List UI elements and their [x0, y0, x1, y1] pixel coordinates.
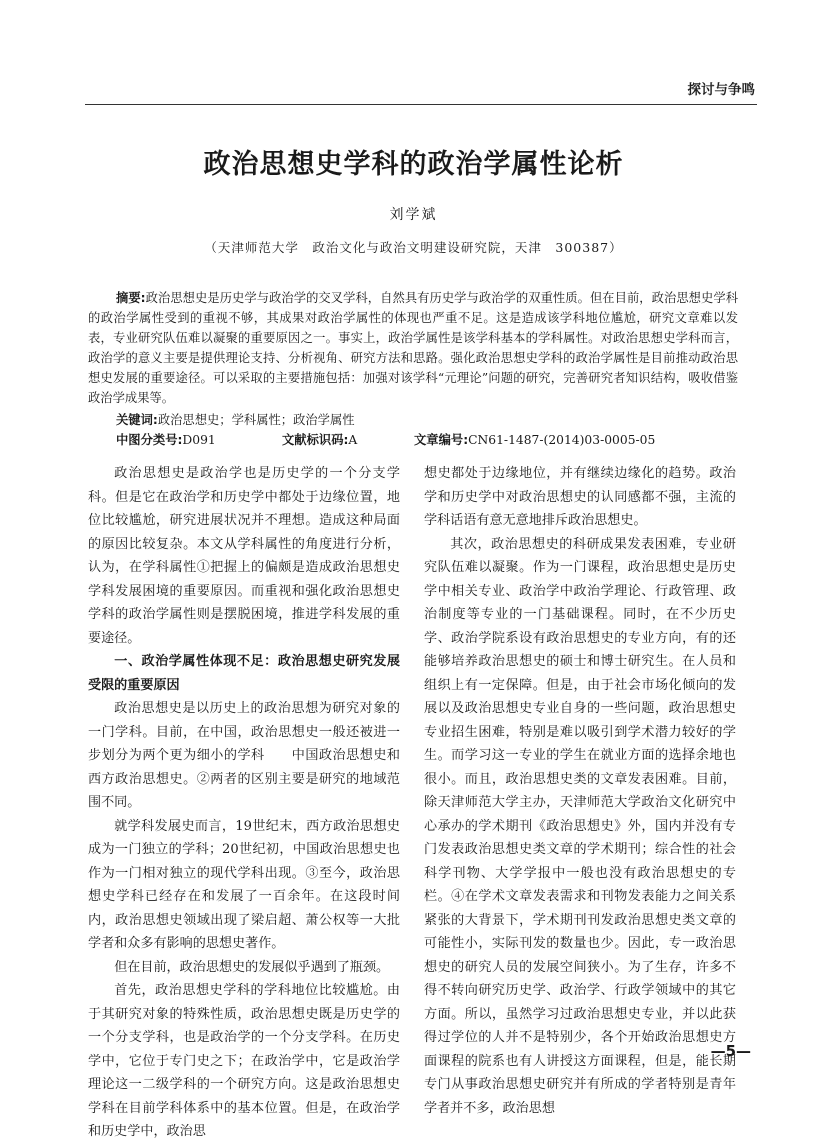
keywords [116, 410, 355, 428]
article-affiliation: （天津师范大学 政治文化与政治文明建设研究院，天津 300387） [204, 240, 623, 255]
abstract [88, 288, 738, 408]
keywords-label: 关键词: [116, 413, 158, 427]
keywords-text: 政治思想史；学科属性；政治学属性 [157, 413, 355, 427]
header-rule [85, 104, 757, 105]
paragraph: 但在目前，政治思想史的发展似乎遇到了瓶颈。 [114, 959, 390, 975]
paragraph: 首先，政治思想史学科的学科地位比较尴尬。由于其研究对象的特殊性质，政治思想史既是历史学的一个分支学科，也是政治学的一个分支学科。在历史学中，它位于专门史之下；在政治学中，它是政治学理论这一二级学科的一个研究方向。这是政治思想史学科在目前学科体系中的基本位置。但是，在政治学和历史学中，政治思 [88, 983, 400, 1139]
body-right-column [424, 462, 736, 1120]
clc-value: D091 [182, 433, 216, 447]
doc-label: 文献标识码: [282, 433, 349, 447]
page-number: —5— [710, 1042, 751, 1060]
paragraph: 政治思想史是政治学也是历史学的一个分支学科。但是它在政治学和历史学中都处于边缘位置，地位比较尴尬，研究进展状况并不理想。造成这种局面的原因比较复杂。本文从学科属性的角度进行分析，认为，在学科属性①把握上的偏颇是造成政治思想史学科发展困境的重要原因。而重视和强化政治思想史学科的政治学属性则是摆脱困境，推进学科发展的重要途径。 [88, 466, 400, 646]
document-code [282, 430, 357, 448]
article-title: 政治思想史学科的政治学属性论析 [203, 149, 624, 180]
article-number [414, 430, 655, 448]
paragraph: 其次，政治思想史的科研成果发表困难，专业研究队伍难以凝聚。作为一门课程，政治思想史是历史学中相关专业、政治学中政治学理论、行政管理、政治制度等专业的一门基础课程。同时，在不少历史学、政治学院系设有政治思想史的专业方向，有的还能够培养政治思想史的硕士和博士研究生。在人员和组织上有一定保障。但是，由于社会市场化倾向的发展以及政治思想史专业自身的一些问题，政治思想史专业招生困难，特别是难以吸引到学术潜力较好的学生。而学习这一专业的学生在就业方面的选择余地也很小。而且，政治思想史类的文章发表困难。目前，除天津师范大学主办，天津师范大学政治文化研究中心承办的学术期刊《政治思想史》外，国内并没有专门发表政治思想史类文章的学术期刊；综合性的社会科学刊物、大学学报中一般也没有政治思想史的专栏。④在学术文章发表需求和刊物发表能力之间关系紧张的大背景下，学术期刊刊发政治思想史类文章的可能性小，实际刊发的数量也少。因此，专一政治思想史的研究人员的发展空间狭小。为了生存，许多不得不转向研究历史学、政治学、行政学领域中的其它方面。所以，虽然学习过政治思想史专业，并以此获得过学位的人并不是特别少，各个开始政治思想史方面课程的院系也有人讲授这方面课程，但是，能长期专门从事政治思想史研究并有所成的学者特别是青年学者并不多，政治思想 [424, 536, 736, 1116]
doc-value: A [348, 433, 358, 447]
paragraph: 就学科发展史而言，19世纪末，西方政治思想史成为一门独立的学科；20世纪初，中国政治思想史也作为一门相对独立的现代学科出现。③至今，政治思想史学科已经存在和发展了一百余年。在这段时间内，政治思想史领域出现了梁启超、萧公权等一大批学者和众多有影响的思想史著作。 [88, 818, 400, 951]
paragraph: 政治思想史是以历史上的政治思想为研究对象的一门学科。目前，在中国，政治思想史一般还被进一步划分为两个更为细小的学科 中国政治思想史和西方政治思想史。②两者的区别主要是研究的地域范围不同。 [88, 701, 400, 810]
section-tag: 探讨与争鸣 [687, 82, 755, 98]
paragraph: 想史都处于边缘地位，并有继续边缘化的趋势。政治学和历史学中对政治思想史的认同感都不强，主流的学科话语有意无意地排斥政治思想史。 [424, 466, 736, 528]
article-number-value: CN61-1487-(2014)03-0005-05 [468, 433, 656, 447]
clc-number [116, 430, 216, 448]
abstract-text: 政治思想史是历史学与政治学的交叉学科，自然具有历史学与政治学的双重性质。但在目前，政治思想史学科的政治学属性受到的重视不够，其成果对政治学属性的体现也严重不足。这是造成该学科地位尴尬，研究文章难以发表，专业研究队伍难以凝聚的重要原因之一。事实上，政治学属性是该学科基本的学科属性。对政治思想史学科而言，政治学的意义主要是提供理论支持、分析视角、研究方法和思路。强化政治思想史学科的政治学属性是目前推动政治思想史发展的重要途径。可以采取的主要措施包括：加强对该学科“元理论”问题的研究，完善研究者知识结构，吸收借鉴政治学成果等。 [88, 291, 738, 405]
clc-label: 中图分类号: [116, 433, 183, 447]
section-heading: 一、政治学属性体现不足：政治思想史研究发展受限的重要原因 [88, 654, 400, 693]
abstract-label: 摘要: [116, 291, 146, 305]
article-author: 刘学斌 [389, 207, 438, 223]
body-left-column [88, 462, 400, 1144]
article-number-label: 文章编号: [414, 433, 469, 447]
